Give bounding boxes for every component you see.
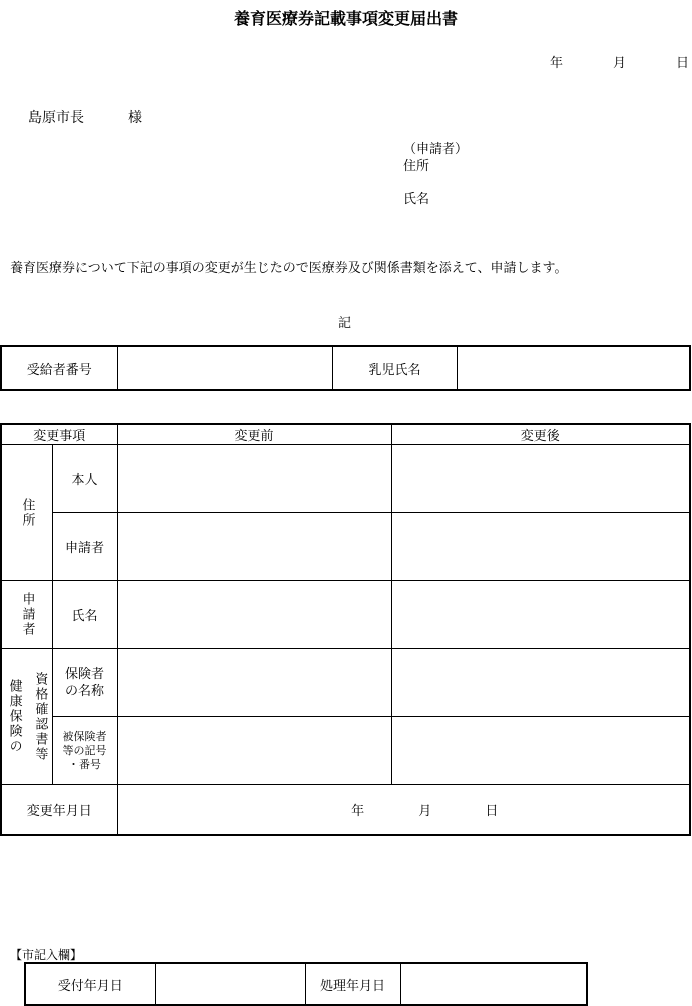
processed-date-field[interactable] <box>400 963 587 1005</box>
statement-text: 養育医療券について下記の事項の変更が生じたので医療券及び関係書類を添えて、申請します。 <box>10 261 568 276</box>
recipient-table <box>0 345 691 391</box>
insurer-name-after[interactable] <box>391 649 690 717</box>
recipient-number-field[interactable] <box>117 346 332 390</box>
addressee-name: 島原市長 <box>28 110 84 126</box>
header-before: 変更前 <box>117 424 391 445</box>
insurer-name-before[interactable] <box>117 649 391 717</box>
applicant-heading: （申請者） <box>403 142 469 157</box>
received-date-label: 受付年月日 <box>25 963 155 1005</box>
form-title: 養育医療券記載事項変更届出書 <box>233 9 458 28</box>
date-month-label: 月 <box>613 56 627 71</box>
applicant-address-label: 住所 <box>403 159 430 174</box>
change-date-label: 変更年月日 <box>1 785 117 835</box>
address-group-label <box>1 445 52 581</box>
infant-name-label: 乳児氏名 <box>332 346 457 390</box>
date-year-label: 年 <box>550 56 564 71</box>
applicant-address-after[interactable] <box>391 513 690 581</box>
applicant-address-row-label: 申請者 <box>52 513 117 581</box>
insurance-group-label <box>1 649 52 785</box>
applicant-block <box>403 141 468 208</box>
change-table <box>0 423 691 836</box>
applicant-group-text: 申請者 <box>19 592 35 637</box>
processed-date-label: 処理年月日 <box>305 963 400 1005</box>
applicant-address-before[interactable] <box>117 513 391 581</box>
received-date-field[interactable] <box>155 963 305 1005</box>
name-row-label: 氏名 <box>52 581 117 649</box>
city-section-label: 【市記入欄】 <box>10 948 83 962</box>
insurance-group-text-a: 資格確認書等 <box>32 671 48 762</box>
infant-name-field[interactable] <box>457 346 690 390</box>
self-address-before[interactable] <box>117 445 391 513</box>
insurance-group-text-b: 健康保険の <box>6 679 22 754</box>
change-date-field[interactable]: 年 月 日 <box>117 785 690 835</box>
header-change-item: 変更事項 <box>1 424 117 445</box>
recipient-number-label: 受給者番号 <box>1 346 117 390</box>
ki-label: 記 <box>338 316 352 331</box>
insured-symbol-label <box>52 717 117 785</box>
insurer-name-text: 保険者の名称 <box>64 666 104 699</box>
insured-symbol-after[interactable] <box>391 717 690 785</box>
insurer-name-label <box>52 649 117 717</box>
city-section-table <box>24 962 588 1006</box>
header-after: 変更後 <box>391 424 690 445</box>
insured-symbol-line1: 被保険者 <box>62 729 107 743</box>
name-before[interactable] <box>117 581 391 649</box>
name-after[interactable] <box>391 581 690 649</box>
insured-symbol-before[interactable] <box>117 717 391 785</box>
insured-symbol-line2: 等の記号 <box>62 743 107 757</box>
insured-symbol-line3: ・番号 <box>68 757 101 771</box>
self-address-after[interactable] <box>391 445 690 513</box>
applicant-name-label: 氏名 <box>403 192 430 207</box>
address-group-text: 住所 <box>19 497 35 528</box>
addressee-honorific: 様 <box>128 110 142 126</box>
addressee <box>28 107 142 127</box>
date-day-label: 日 <box>676 56 690 71</box>
applicant-group-label <box>1 581 52 649</box>
self-label: 本人 <box>52 445 117 513</box>
